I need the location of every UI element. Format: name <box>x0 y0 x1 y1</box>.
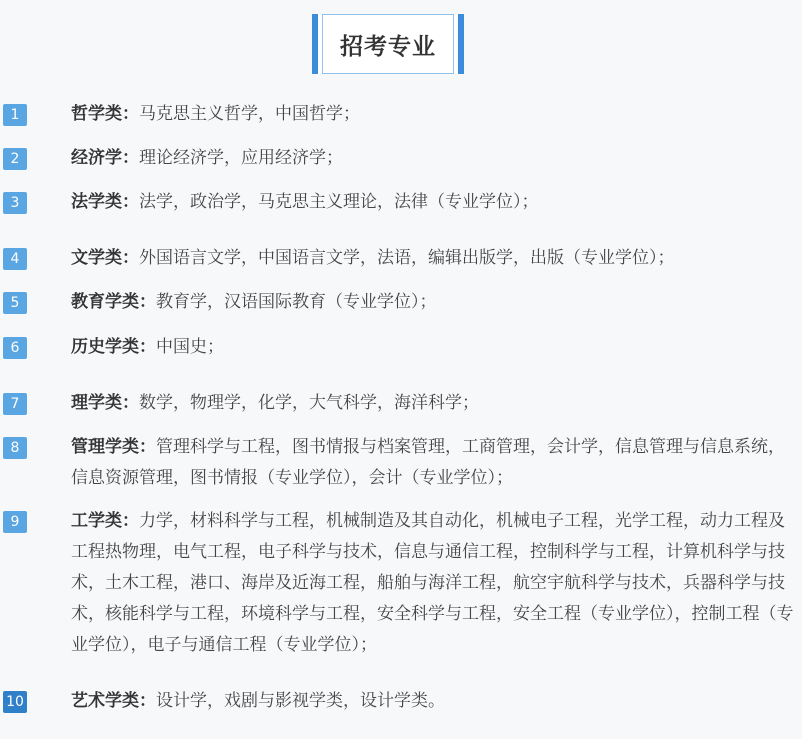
item-text <box>71 243 796 274</box>
item-category: 理学类： <box>71 393 139 413</box>
item-majors: 法学，政治学，马克思主义理论，法律（专业学位）； <box>139 192 539 212</box>
item-number: 5 <box>3 292 27 314</box>
item-text <box>71 287 796 318</box>
item-number: 9 <box>3 511 27 533</box>
item-text <box>71 686 796 717</box>
item-number: 8 <box>3 437 27 459</box>
item-category: 工学类： <box>71 511 139 531</box>
section-title: 招考专业 <box>340 33 436 60</box>
item-category: 哲学类： <box>71 104 139 124</box>
item-number: 1 <box>3 104 27 126</box>
item-text <box>71 388 796 419</box>
item-text <box>71 187 796 218</box>
item-text <box>71 143 796 174</box>
item-text <box>71 332 796 363</box>
item-majors: 数学，物理学，化学，大气科学，海洋科学； <box>139 393 479 413</box>
item-majors: 力学，材料科学与工程，机械制造及其自动化，机械电子工程，光学工程，动力工程及工程热物理，电气工程，电子科学与技术，信息与通信工程，控制科学与工程，计算机科学与技术，土木工程，港口、海岸及近海工程，船舶与海洋工程，航空宇航科学与技术，兵器科学与技术，核能科学与工程，环境科学与工程，安全科学与工程，安全工程（专业学位），控制工程（专业学位），电子与通信工程（专业学位）； <box>71 511 794 655</box>
item-majors: 理论经济学，应用经济学； <box>139 148 343 168</box>
item-majors: 教育学，汉语国际教育（专业学位）； <box>156 292 437 312</box>
item-majors: 中国史； <box>156 337 224 357</box>
item-number: 10 <box>3 691 27 713</box>
item-text <box>71 506 796 661</box>
item-majors: 外国语言文学，中国语言文学，法语，编辑出版学，出版（专业学位）； <box>139 248 675 268</box>
item-category: 法学类： <box>71 192 139 212</box>
item-majors: 马克思主义哲学，中国哲学； <box>139 104 360 124</box>
item-number: 2 <box>3 148 27 170</box>
item-number: 3 <box>3 192 27 214</box>
item-category: 管理学类： <box>71 437 156 457</box>
item-category: 历史学类： <box>71 337 156 357</box>
item-category: 教育学类： <box>71 292 156 312</box>
item-text <box>71 432 796 494</box>
item-category: 经济学： <box>71 148 139 168</box>
section-title-box <box>312 14 464 74</box>
item-number: 7 <box>3 393 27 415</box>
item-category: 文学类： <box>71 248 139 268</box>
item-majors: 设计学，戏剧与影视学类，设计学类。 <box>156 691 445 711</box>
item-majors: 管理科学与工程，图书情报与档案管理，工商管理，会计学，信息管理与信息系统，信息资源管理，图书情报（专业学位），会计（专业学位）； <box>71 437 785 488</box>
item-category: 艺术学类： <box>71 691 156 711</box>
item-number: 6 <box>3 337 27 359</box>
item-number: 4 <box>3 248 27 270</box>
item-text <box>71 99 796 130</box>
